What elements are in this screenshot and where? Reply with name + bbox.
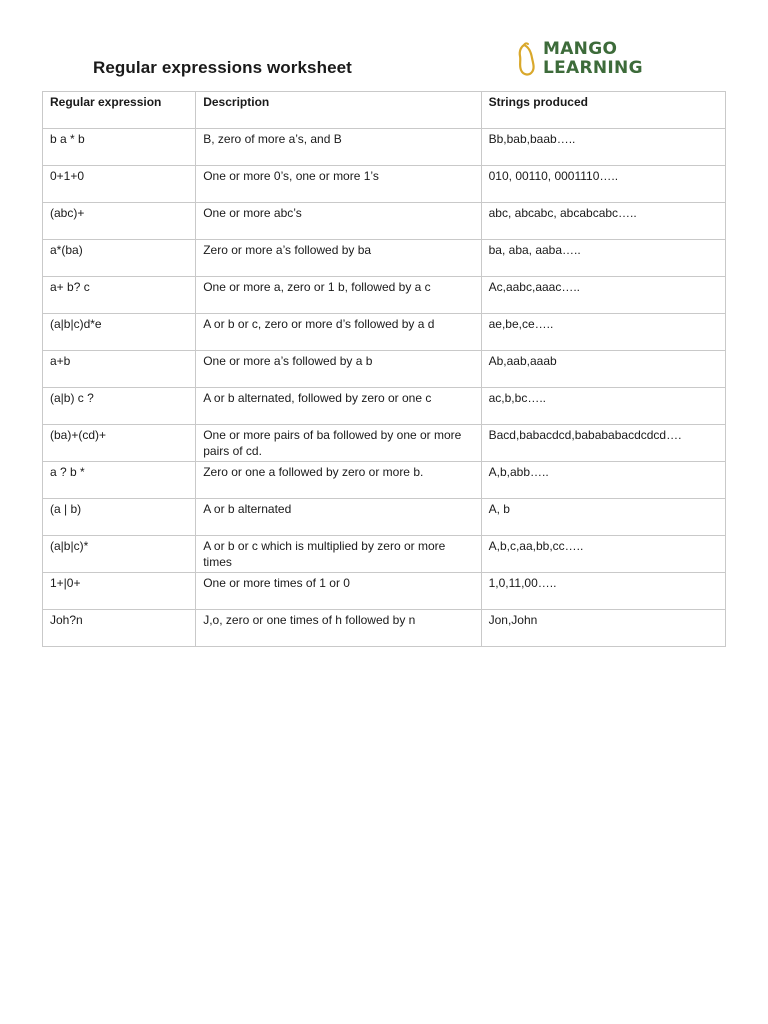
description-cell: One or more a’s followed by a b bbox=[196, 351, 481, 388]
regex-table bbox=[42, 91, 726, 647]
description-cell: Zero or more a’s followed by ba bbox=[196, 240, 481, 277]
table-row bbox=[43, 499, 726, 536]
header-strings-produced: Strings produced bbox=[481, 92, 725, 129]
strings-cell: A,b,c,aa,bb,cc….. bbox=[481, 536, 725, 573]
regex-cell: (abc)+ bbox=[43, 203, 196, 240]
description-cell: One or more pairs of ba followed by one or more pairs of cd. bbox=[196, 425, 481, 462]
table-header-row bbox=[43, 92, 726, 129]
regex-cell: a+b bbox=[43, 351, 196, 388]
description-cell: A or b or c which is multiplied by zero or more times bbox=[196, 536, 481, 573]
table-row bbox=[43, 166, 726, 203]
strings-cell: 1,0,11,00….. bbox=[481, 573, 725, 610]
description-cell: One or more abc’s bbox=[196, 203, 481, 240]
strings-cell: Jon,John bbox=[481, 610, 725, 647]
description-cell: A or b alternated bbox=[196, 499, 481, 536]
strings-cell: A,b,abb….. bbox=[481, 462, 725, 499]
header-regular-expression: Regular expression bbox=[43, 92, 196, 129]
description-cell: One or more a, zero or 1 b, followed by a c bbox=[196, 277, 481, 314]
table-row bbox=[43, 388, 726, 425]
table-row bbox=[43, 573, 726, 610]
regex-cell: 1+|0+ bbox=[43, 573, 196, 610]
strings-cell: 010, 00110, 0001110….. bbox=[481, 166, 725, 203]
header-description: Description bbox=[196, 92, 481, 129]
logo-line-2: LEARNING bbox=[543, 58, 643, 78]
description-cell: A or b or c, zero or more d’s followed by a d bbox=[196, 314, 481, 351]
table-row bbox=[43, 203, 726, 240]
table-row bbox=[43, 462, 726, 499]
strings-cell: Ac,aabc,aaac….. bbox=[481, 277, 725, 314]
strings-cell: A, b bbox=[481, 499, 725, 536]
table-row bbox=[43, 277, 726, 314]
table-row bbox=[43, 425, 726, 462]
regex-cell: Joh?n bbox=[43, 610, 196, 647]
logo-text bbox=[543, 40, 643, 78]
regex-cell: (ba)+(cd)+ bbox=[43, 425, 196, 462]
strings-cell: abc, abcabc, abcabcabc….. bbox=[481, 203, 725, 240]
logo-line-1: MANGO bbox=[543, 39, 618, 59]
description-cell: J,o, zero or one times of h followed by n bbox=[196, 610, 481, 647]
description-cell: One or more times of 1 or 0 bbox=[196, 573, 481, 610]
regex-cell: (a|b|c)* bbox=[43, 536, 196, 573]
page-title: Regular expressions worksheet bbox=[93, 58, 352, 77]
table-row bbox=[43, 536, 726, 573]
strings-cell: Bacd,babacdcd,babababacdcdcd…. bbox=[481, 425, 725, 462]
description-cell: Zero or one a followed by zero or more b. bbox=[196, 462, 481, 499]
table-row bbox=[43, 129, 726, 166]
table-row bbox=[43, 240, 726, 277]
strings-cell: ba, aba, aaba….. bbox=[481, 240, 725, 277]
description-cell: A or b alternated, followed by zero or one c bbox=[196, 388, 481, 425]
mango-learning-logo bbox=[514, 40, 664, 80]
regex-cell: 0+1+0 bbox=[43, 166, 196, 203]
table-row bbox=[43, 351, 726, 388]
strings-cell: Bb,bab,baab….. bbox=[481, 129, 725, 166]
regex-cell: (a | b) bbox=[43, 499, 196, 536]
strings-cell: Ab,aab,aaab bbox=[481, 351, 725, 388]
description-cell: One or more 0’s, one or more 1’s bbox=[196, 166, 481, 203]
description-cell: B, zero of more a’s, and B bbox=[196, 129, 481, 166]
table-row bbox=[43, 314, 726, 351]
strings-cell: ae,be,ce….. bbox=[481, 314, 725, 351]
regex-cell: (a|b) c ? bbox=[43, 388, 196, 425]
regex-cell: (a|b|c)d*e bbox=[43, 314, 196, 351]
regex-cell: a*(ba) bbox=[43, 240, 196, 277]
regex-cell: b a * b bbox=[43, 129, 196, 166]
regex-cell: a+ b? c bbox=[43, 277, 196, 314]
strings-cell: ac,b,bc….. bbox=[481, 388, 725, 425]
table-row bbox=[43, 610, 726, 647]
mango-icon bbox=[516, 42, 538, 78]
regex-cell: a ? b * bbox=[43, 462, 196, 499]
